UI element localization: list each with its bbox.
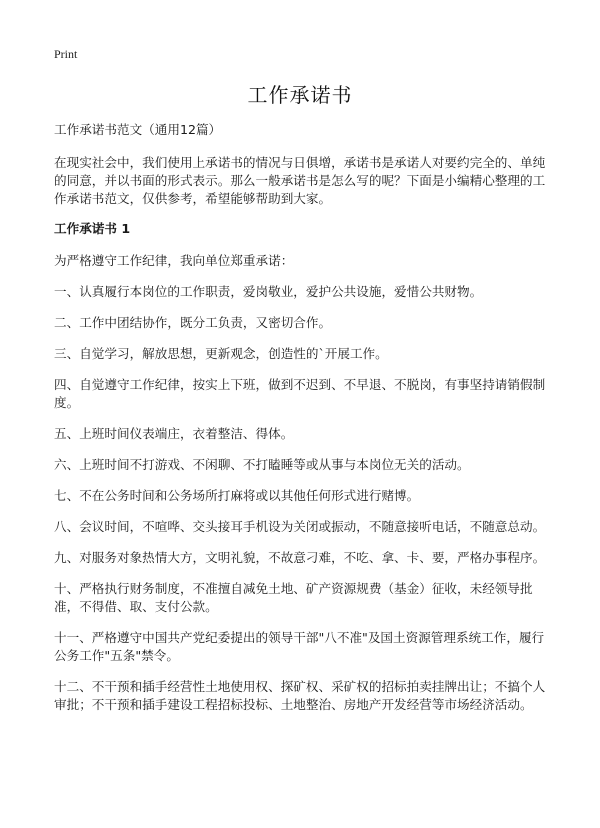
document-subtitle: 工作承诺书范文（通用12篇） bbox=[54, 122, 222, 137]
pledge-item: 七、不在公务时间和公务场所打麻将或以其他任何形式进行赌博。 bbox=[54, 488, 420, 503]
page-title: 工作承诺书 bbox=[247, 83, 353, 107]
pledge-item: 八、会议时间，不喧哗、交头接耳手机设为关闭或振动，不随意接听电话，不随意总动。 bbox=[54, 519, 546, 534]
pledge-item: 六、上班时间不打游戏、不闲聊、不打瞌睡等或从事与本岗位无关的活动。 bbox=[54, 457, 470, 472]
print-label: Print bbox=[54, 47, 78, 61]
pledge-item: 二、工作中团结协作，既分工负责，又密切合作。 bbox=[54, 315, 332, 330]
pledge-item: 九、对服务对象热情大方，文明礼貌，不故意刁难，不吃、拿、卡、要，严格办事程序。 bbox=[54, 550, 546, 565]
pledge-item: 三、自觉学习，解放思想，更新观念，创造性的`开展工作。 bbox=[54, 346, 388, 361]
intro-paragraph: 在现实社会中，我们使用上承诺书的情况与日俱增，承诺书是承诺人对要约完全的、单纯的同意，并以书面的形式表示。那么一般承诺书是怎么写的呢？下面是小编精心整理的工作承诺书范文，仅供参考，希望能够帮助到大家。 bbox=[54, 155, 546, 206]
pledge-item: 十一、严格遵守中国共产党纪委提出的领导干部"八不准"及国土资源管理系统工作，履行公务工作"五条"禁令。 bbox=[54, 630, 545, 663]
lead-paragraph: 为严格遵守工作纪律，我向单位郑重承诺： bbox=[54, 253, 294, 268]
pledge-item: 十二、不干预和插手经营性土地使用权、探矿权、采矿权的招标拍卖挂牌出让；不搞个人审批；不干预和插手建设工程招标投标、土地整治、房地产开发经营等市场经济活动。 bbox=[54, 679, 546, 712]
pledge-item: 一、认真履行本岗位的工作职责，爱岗敬业，爱护公共设施，爱惜公共财物。 bbox=[54, 284, 483, 299]
pledge-item: 十、严格执行财务制度，不准擅自减免土地、矿产资源规费（基金）征收，未经领导批准，不得借、取、支付公款。 bbox=[54, 581, 533, 614]
pledge-item: 四、自觉遵守工作纪律，按实上下班，做到不迟到、不早退、不脱岗，有事坚持请销假制度。 bbox=[54, 377, 546, 410]
section-heading: 工作承诺书 1 bbox=[54, 221, 131, 236]
document-body bbox=[54, 121, 550, 727]
pledge-item: 五、上班时间仪表端庄，衣着整洁、得体。 bbox=[54, 426, 294, 441]
